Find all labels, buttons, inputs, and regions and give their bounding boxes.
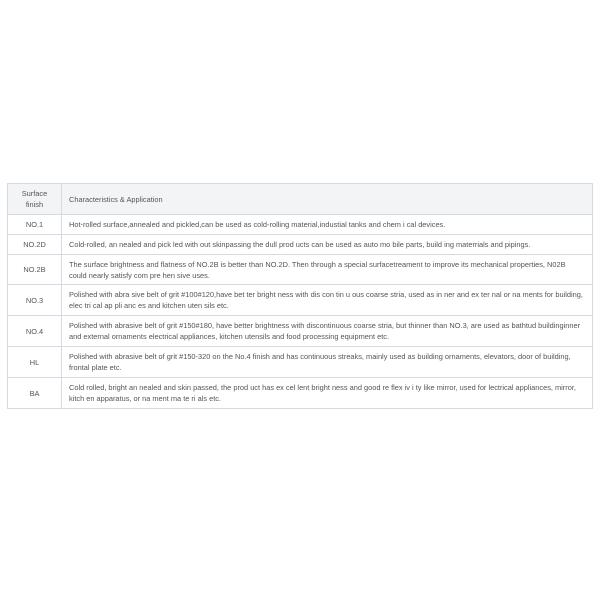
cell-characteristics-application: Hot-rolled surface,annealed and pickled,can be used as cold-rolling material,industial tanks and chem i cal devices. <box>62 215 593 235</box>
cell-surface-finish: NO.1 <box>8 215 62 235</box>
cell-surface-finish: HL <box>8 347 62 378</box>
table-row <box>8 215 593 235</box>
cell-surface-finish: NO.4 <box>8 316 62 347</box>
cell-characteristics-application: Cold-rolled, an nealed and pick led with out skinpassing the dull prod ucts can be used as auto mo bile parts, build ing materrials and pipings. <box>62 235 593 255</box>
cell-surface-finish: NO.3 <box>8 285 62 316</box>
cell-characteristics-application: The surface brightness and flatness of NO.2B is better than NO.2D. Then through a special surfacetreament to improve its mechanical properties, N02B could nearly satisfy com pre hen sive uses. <box>62 255 593 285</box>
table-row <box>8 285 593 316</box>
cell-surface-finish: NO.2D <box>8 235 62 255</box>
surface-finish-table <box>7 183 593 409</box>
cell-characteristics-application: Polished with abra sive belt of grit #100#120,have bet ter bright ness with dis con tin u ous coarse stria, used as in ner and ex ter nal or na ments for building, elec tri cal ap pli anc es and kitchen uten sils etc. <box>62 285 593 316</box>
cell-surface-finish: BA <box>8 378 62 409</box>
cell-characteristics-application: Polished with abrasive belt of grit #150#180, have better brightness with discontinuous coarse stria, but thinner than NO.3, are used as bathtud buildinginner and external ornaments electrical appliances, kitchen utensils and food processing equipment etc. <box>62 316 593 347</box>
table-header-row <box>8 184 593 215</box>
table-row <box>8 378 593 409</box>
table-row <box>8 316 593 347</box>
table-row <box>8 255 593 285</box>
cell-characteristics-application: Polished with abrasive belt of grit #150-320 on the No.4 finish and has continuous streaks, mainly used as building ornaments, elevators, door of building, frontal plate etc. <box>62 347 593 378</box>
table-row <box>8 347 593 378</box>
cell-characteristics-application: Cold rolled, bright an nealed and skin passed, the prod uct has ex cel lent bright ness and good re flex iv i ty like mirror, used for lectrical appliances, mirror, kitch en apparatus, or na ment ma te ri als etc. <box>62 378 593 409</box>
header-surface-finish: Surface finish <box>8 184 62 215</box>
header-characteristics-application: Characteristics & Application <box>62 184 593 215</box>
table-body <box>8 215 593 409</box>
cell-surface-finish: NO.2B <box>8 255 62 285</box>
table-row <box>8 235 593 255</box>
